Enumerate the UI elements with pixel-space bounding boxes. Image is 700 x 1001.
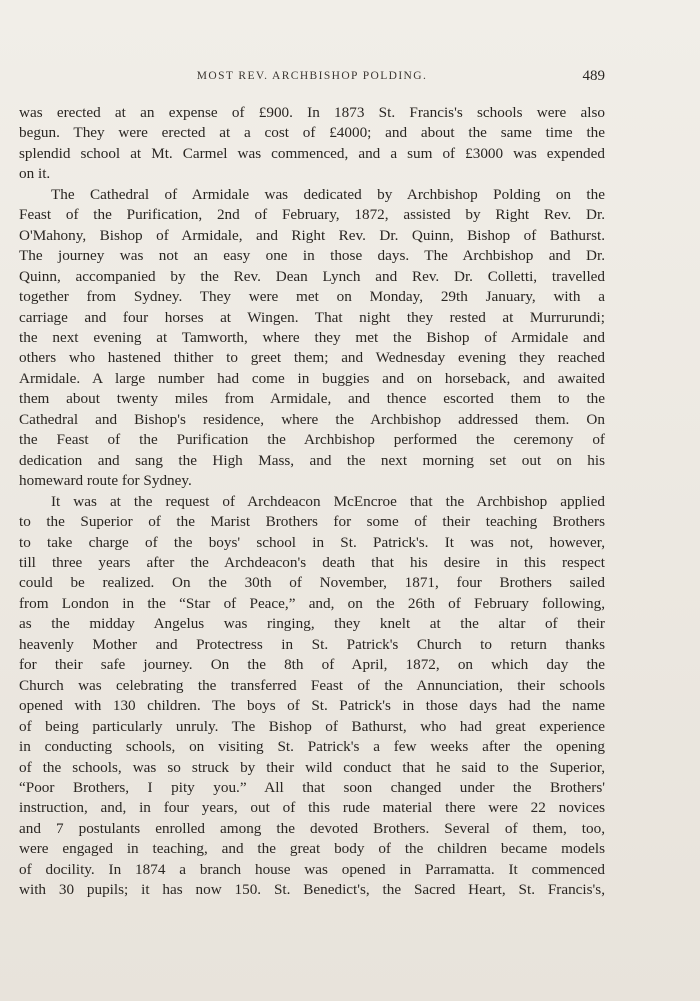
text-line: of being particularly unruly. The Bishop of Bathurst, who had great experience (19, 717, 605, 735)
text-line: Armidale. A large number had come in buggies and on horseback, and awaited (19, 369, 605, 387)
text-line: O'Mahony, Bishop of Armidale, and Right Rev. Dr. Quinn, Bishop of Bathurst. (19, 226, 605, 244)
text-line: could be realized. On the 30th of November, 1871, four Brothers sailed (19, 574, 605, 592)
text-line: for their safe journey. On the 8th of April, 1872, on which day the (19, 656, 605, 674)
body-text (19, 103, 605, 901)
text-line: Cathedral and Bishop's residence, where the Archbishop addressed them. On (19, 410, 605, 428)
text-line: Feast of the Purification, 2nd of February, 1872, assisted by Right Rev. Dr. (19, 206, 605, 224)
text-line: as the midday Angelus was ringing, they knelt at the altar of their (19, 615, 605, 633)
text-line: of docility. In 1874 a branch house was opened in Parramatta. It commenced (19, 860, 605, 878)
text-line: to the Superior of the Marist Brothers for some of their teaching Brothers (19, 513, 605, 531)
text-line: together from Sydney. They were met on Monday, 29th January, with a (19, 288, 605, 306)
text-line: splendid school at Mt. Carmel was commenced, and a sum of £3000 was expended (19, 144, 605, 162)
text-line: of the schools, was so struck by their wild conduct that he said to the Superior, (19, 758, 605, 776)
text-line: with 30 pupils; it has now 150. St. Benedict's, the Sacred Heart, St. Francis's, (19, 881, 605, 899)
text-line: carriage and four horses at Wingen. That night they rested at Murrurundi; (19, 308, 605, 326)
text-line: were engaged in teaching, and the great body of the children became models (19, 840, 605, 858)
text-line: begun. They were erected at a cost of £4000; and about the same time the (19, 124, 605, 142)
text-line: was erected at an expense of £900. In 1873 St. Francis's schools were also (19, 104, 605, 121)
text-line: them about twenty miles from Armidale, and thence escorted them to the (19, 390, 605, 408)
text-line: others who hastened thither to greet them; and Wednesday evening they reached (19, 349, 605, 367)
text-line: from London in the “Star of Peace,” and, on the 26th of February following, (19, 594, 605, 612)
text-line: The journey was not an easy one in those days. The Archbishop and Dr. (19, 247, 605, 265)
text-line: Quinn, accompanied by the Rev. Dean Lynch and Rev. Dr. Colletti, travelled (19, 267, 605, 285)
text-line: It was at the request of Archdeacon McEncroe that the Archbishop applied (51, 492, 605, 510)
text-line: opened with 130 children. The boys of St. Patrick's in those days had the name (19, 697, 605, 715)
text-line: homeward route for Sydney. (19, 472, 192, 490)
text-line: “Poor Brothers, I pity you.” All that soon changed under the Brothers' (19, 778, 605, 796)
text-line: heavenly Mother and Protectress in St. Patrick's Church to return thanks (19, 635, 605, 653)
running-title: MOST REV. ARCHBISHOP POLDING. (196, 70, 428, 82)
page-number: 489 (582, 68, 605, 84)
text-line: instruction, and, in four years, out of this rude material there were 22 novices (19, 799, 605, 817)
text-line: the Feast of the Purification the Archbishop performed the ceremony of (19, 431, 605, 449)
text-line: dedication and sang the High Mass, and the next morning set out on his (19, 451, 605, 469)
text-line: in conducting schools, on visiting St. Patrick's a few weeks after the opening (19, 738, 605, 756)
text-line: till three years after the Archdeacon's death that his desire in this respect (19, 553, 605, 571)
text-line: and 7 postulants enrolled among the devoted Brothers. Several of them, too, (19, 819, 605, 837)
text-line: on it. (19, 165, 51, 183)
text-line: the next evening at Tamworth, where they met the Bishop of Armidale and (19, 328, 605, 346)
text-line: to take charge of the boys' school in St. Patrick's. It was not, however, (19, 533, 605, 551)
text-line: The Cathedral of Armidale was dedicated by Archbishop Polding on the (51, 185, 605, 203)
page-header (19, 70, 605, 90)
text-line: Church was celebrating the transferred Feast of the Annunciation, their schools (19, 676, 605, 694)
